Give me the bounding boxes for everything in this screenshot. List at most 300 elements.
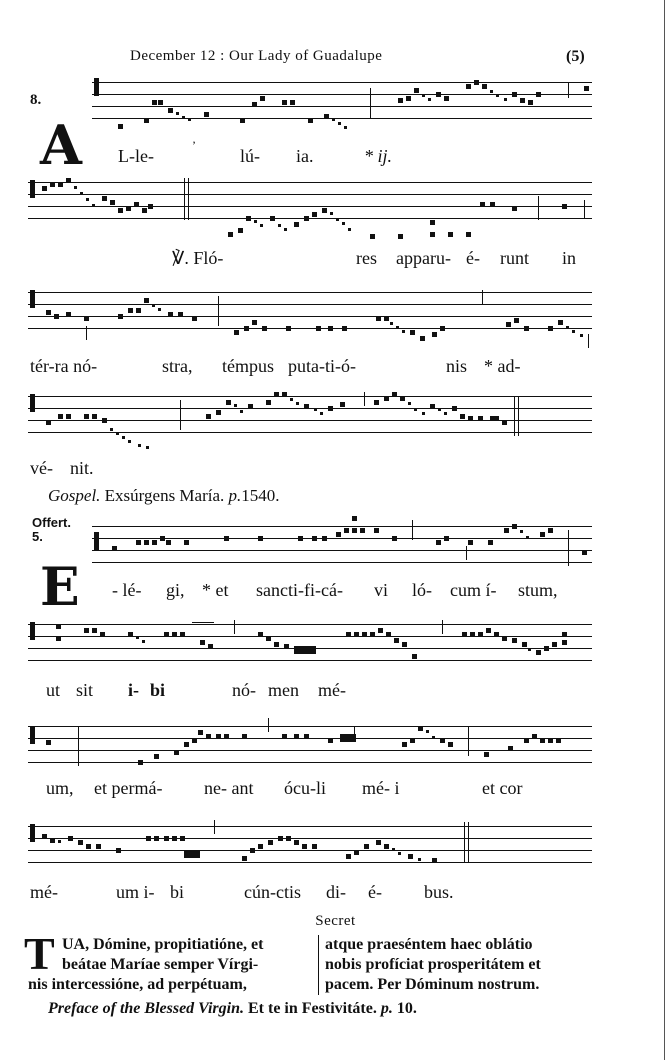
- neume-note: [342, 326, 347, 331]
- neumes: [28, 716, 592, 786]
- neume-note: [402, 330, 405, 333]
- neume-note: [374, 400, 379, 405]
- neume-note: [370, 632, 375, 637]
- neume-note: [46, 420, 51, 425]
- alleluia-initial: A: [40, 113, 82, 177]
- neume-note: [80, 192, 83, 195]
- neume-note: [460, 414, 465, 419]
- neume-note: [532, 734, 537, 739]
- preface-reference: [48, 1000, 417, 1018]
- neume-note: [126, 206, 131, 211]
- neume-note: [226, 400, 231, 405]
- neume-note: [154, 754, 159, 759]
- neume-note: [344, 126, 347, 129]
- neume-note: [432, 858, 437, 863]
- neume-note: [274, 642, 279, 647]
- neume-note: [528, 100, 533, 105]
- neume-note: [286, 326, 291, 331]
- neume-note: [354, 632, 359, 637]
- neume-note: [384, 396, 389, 401]
- neume-note: [588, 334, 589, 348]
- neume-note: [438, 408, 441, 411]
- neume-note: [342, 222, 345, 225]
- neume-note: [284, 228, 287, 231]
- lyric-syllable: mé- i: [362, 778, 400, 798]
- neume-note: [172, 836, 177, 841]
- neume-note: [384, 844, 389, 849]
- page-number: (5): [566, 48, 585, 65]
- neume-note: [96, 844, 101, 849]
- neume-note: [30, 290, 35, 308]
- neume-note: [78, 726, 79, 766]
- neume-note: [508, 746, 513, 751]
- neume-note: [278, 224, 281, 227]
- neume-note: [536, 92, 541, 97]
- neume-note: [184, 850, 200, 858]
- lyric-syllable: sit: [76, 680, 94, 700]
- neume-note: [258, 632, 263, 637]
- neume-note: [312, 844, 317, 849]
- neume-note: [442, 620, 443, 634]
- neume-note: [340, 734, 356, 742]
- neume-note: [294, 840, 299, 845]
- neume-note: [412, 654, 417, 659]
- neume-note: [548, 738, 553, 743]
- neume-note: [136, 636, 139, 639]
- lyric-syllable: men: [268, 680, 299, 700]
- neume-note: [192, 622, 214, 623]
- neume-note: [240, 118, 245, 123]
- neume-note: [224, 734, 229, 739]
- neume-note: [138, 444, 141, 447]
- gospel-page-label: p.: [228, 486, 242, 505]
- neume-note: [66, 414, 71, 419]
- neume-note: [290, 398, 293, 401]
- neume-note: [328, 406, 333, 411]
- neume-note: [242, 734, 247, 739]
- neume-note: [138, 760, 143, 765]
- secret-line: nobis profíciat prosperitátem et: [325, 956, 541, 973]
- secret-title: Secret: [315, 913, 356, 929]
- neume-note: [444, 536, 449, 541]
- neume-note: [122, 436, 125, 439]
- neume-note: [376, 316, 381, 321]
- secret-line: pacem. Per Dóminum nostrum.: [325, 976, 540, 993]
- neume-note: [112, 546, 117, 551]
- lyric-syllable: et permá-: [94, 778, 163, 798]
- neume-note: [548, 528, 553, 533]
- neume-note: [152, 304, 155, 307]
- neume-note: [468, 726, 469, 756]
- neume-note: [94, 532, 99, 550]
- neume-note: [548, 326, 553, 331]
- neume-note: [242, 856, 247, 861]
- neume-note: [398, 852, 401, 855]
- neume-note: [286, 836, 291, 841]
- lyric-syllable: di-: [326, 882, 346, 902]
- neume-note: [294, 734, 299, 739]
- page-edge-rule: [664, 0, 665, 1060]
- preface-label: Preface of the Blessed Virgin.: [48, 1000, 244, 1017]
- neume-note: [440, 326, 445, 331]
- neume-note: [448, 232, 453, 237]
- lyric-syllable: sancti-fi-cá-: [256, 580, 343, 600]
- neume-note: [274, 392, 279, 397]
- neume-note: [544, 646, 549, 651]
- neume-note: [252, 102, 257, 107]
- neume-note: [50, 182, 55, 187]
- neume-note: [430, 232, 435, 237]
- neumes: [28, 818, 592, 888]
- neume-note: [152, 540, 157, 545]
- neume-note: [178, 312, 183, 317]
- neume-note: [552, 642, 557, 647]
- neume-note: [180, 836, 185, 841]
- neume-note: [514, 318, 519, 323]
- neumes: [28, 618, 592, 688]
- neume-note: [490, 90, 493, 93]
- lyric-syllable: gi,: [166, 580, 185, 600]
- lyric-syllable: um i-: [116, 882, 155, 902]
- neume-note: [284, 644, 289, 649]
- neume-note: [146, 446, 149, 449]
- neumes: [92, 510, 592, 580]
- lyric-syllable: - lé-: [112, 580, 142, 600]
- neume-note: [168, 108, 173, 113]
- neume-note: [234, 620, 235, 634]
- neume-note: [84, 628, 89, 633]
- neume-note: [466, 84, 471, 89]
- lyric-syllable: ’: [192, 138, 196, 152]
- neume-note: [514, 396, 515, 436]
- neume-note: [426, 730, 429, 733]
- neume-note: [568, 530, 569, 566]
- neume-note: [580, 334, 583, 337]
- neume-note: [296, 402, 299, 405]
- neume-note: [116, 432, 119, 435]
- lyric-syllable: ne- ant: [204, 778, 254, 798]
- lyric-syllable: tér-ra nó-: [30, 356, 98, 376]
- neume-note: [320, 412, 323, 415]
- neume-note: [74, 186, 77, 189]
- neume-note: [370, 234, 375, 239]
- neume-note: [562, 632, 567, 637]
- neume-note: [246, 216, 251, 221]
- neume-note: [268, 718, 269, 732]
- neume-note: [470, 632, 475, 637]
- neume-note: [444, 96, 449, 101]
- gospel-page: 1540.: [241, 486, 280, 505]
- neume-note: [30, 726, 35, 744]
- neume-note: [128, 632, 133, 637]
- neume-note: [176, 112, 179, 115]
- lyric-syllable: mé-: [30, 882, 58, 902]
- neume-note: [584, 200, 585, 218]
- neume-note: [102, 418, 107, 423]
- neume-note: [414, 88, 419, 93]
- neume-note: [354, 850, 359, 855]
- neume-note: [180, 632, 185, 637]
- neume-note: [66, 178, 71, 183]
- neume-note: [308, 118, 313, 123]
- preface-text: Et te in Festivitáte.: [247, 1000, 377, 1017]
- lyric-syllable: témpus: [222, 356, 274, 376]
- lyric-syllable: in: [562, 248, 577, 268]
- neume-note: [376, 840, 381, 845]
- neume-note: [258, 844, 263, 849]
- neume-note: [384, 316, 389, 321]
- neume-note: [328, 326, 333, 331]
- lyric-syllable: cum í-: [450, 580, 497, 600]
- neumes: [28, 390, 592, 460]
- secret-line: beátae Maríae semper Vírgi-: [62, 956, 259, 973]
- lyric-syllable: et cor: [482, 778, 523, 798]
- neume-note: [568, 82, 569, 98]
- offertory-number: 5.: [32, 529, 43, 544]
- neume-note: [206, 414, 211, 419]
- neume-note: [494, 416, 499, 421]
- lyric-syllable: * et: [202, 580, 229, 600]
- neume-note: [158, 308, 161, 311]
- neume-note: [494, 632, 499, 637]
- neume-note: [422, 412, 425, 415]
- neume-note: [540, 738, 545, 743]
- neume-note: [396, 326, 399, 329]
- neume-note: [118, 314, 123, 319]
- neume-note: [386, 632, 391, 637]
- neume-note: [216, 410, 221, 415]
- neume-note: [490, 202, 495, 207]
- neume-note: [340, 402, 345, 407]
- neume-note: [262, 326, 267, 331]
- neume-note: [30, 180, 35, 198]
- neume-note: [66, 312, 71, 317]
- neume-note: [42, 834, 47, 839]
- neume-note: [412, 520, 413, 540]
- neume-note: [198, 730, 203, 735]
- lyric-syllable: ℣. Fló-: [172, 248, 224, 268]
- lyric-syllable: bi: [170, 882, 185, 902]
- neume-note: [184, 742, 189, 747]
- neume-note: [118, 124, 123, 129]
- neume-note: [408, 854, 413, 859]
- neume-note: [278, 836, 283, 841]
- neume-note: [184, 540, 189, 545]
- neume-note: [144, 298, 149, 303]
- neume-note: [468, 822, 469, 862]
- lyric-syllable: i-: [128, 680, 139, 700]
- neume-note: [392, 392, 397, 397]
- neume-note: [324, 114, 329, 119]
- neume-note: [346, 854, 351, 859]
- neume-note: [94, 78, 99, 96]
- neume-note: [50, 838, 55, 843]
- lyric-syllable: é-: [368, 882, 382, 902]
- neume-note: [558, 320, 563, 325]
- neume-note: [452, 406, 457, 411]
- neume-note: [556, 738, 561, 743]
- neume-note: [252, 320, 257, 325]
- lyric-syllable: bus.: [424, 882, 454, 902]
- neume-note: [432, 736, 435, 739]
- lyric-syllable: stum,: [518, 580, 558, 600]
- preface-page-label: p.: [380, 1000, 393, 1017]
- neume-note: [92, 414, 97, 419]
- neumes: [28, 176, 592, 246]
- neume-note: [436, 540, 441, 545]
- neume-note: [362, 632, 367, 637]
- neume-note: [428, 98, 431, 101]
- neume-note: [86, 844, 91, 849]
- lyric-syllable: lú-: [240, 146, 260, 166]
- neume-note: [142, 640, 145, 643]
- offertory-initial: E: [40, 557, 80, 618]
- lyric-syllable: mé-: [318, 680, 346, 700]
- page-header-title: December 12 : Our Lady of Guadalupe: [130, 48, 383, 64]
- neume-note: [504, 528, 509, 533]
- neume-note: [346, 632, 351, 637]
- neume-note: [316, 326, 321, 331]
- neume-note: [506, 322, 511, 327]
- lyric-syllable: runt: [500, 248, 529, 268]
- neume-note: [200, 640, 205, 645]
- neume-note: [268, 840, 273, 845]
- neume-note: [352, 528, 357, 533]
- neume-note: [462, 632, 467, 637]
- gospel-text: Exsúrgens María.: [104, 486, 225, 505]
- neume-note: [402, 642, 407, 647]
- neume-note: [466, 232, 471, 237]
- neume-note: [188, 178, 189, 220]
- lyric-syllable: nit.: [70, 458, 94, 478]
- neume-note: [136, 540, 141, 545]
- neume-note: [224, 536, 229, 541]
- neume-note: [538, 196, 539, 220]
- neume-note: [468, 416, 473, 421]
- neume-note: [208, 644, 213, 649]
- neume-note: [392, 536, 397, 541]
- lyric-syllable: L-le-: [118, 146, 154, 166]
- neume-note: [400, 396, 405, 401]
- neume-note: [322, 536, 327, 541]
- neume-note: [322, 208, 327, 213]
- neume-note: [562, 204, 567, 209]
- neume-note: [144, 118, 149, 123]
- neume-note: [312, 212, 317, 217]
- neume-note: [364, 844, 369, 849]
- neume-note: [58, 182, 63, 187]
- neume-note: [406, 96, 411, 101]
- neume-note: [444, 412, 447, 415]
- neume-note: [512, 206, 517, 211]
- lyric-syllable: ut: [46, 680, 61, 700]
- neume-note: [56, 636, 61, 641]
- neume-note: [312, 536, 317, 541]
- neume-note: [540, 532, 545, 537]
- neume-note: [440, 738, 445, 743]
- neume-note: [168, 312, 173, 317]
- neume-note: [410, 330, 415, 335]
- neume-note: [142, 208, 147, 213]
- neume-note: [266, 636, 271, 641]
- neume-note: [464, 822, 465, 862]
- neume-note: [260, 224, 263, 227]
- neume-note: [392, 848, 395, 851]
- neume-note: [294, 646, 316, 654]
- neume-note: [250, 848, 255, 853]
- neume-note: [422, 94, 425, 97]
- neume-note: [144, 540, 149, 545]
- neume-note: [228, 232, 233, 237]
- neume-note: [86, 198, 89, 201]
- neume-note: [68, 836, 73, 841]
- lyric-syllable: * ij.: [364, 146, 393, 166]
- neume-note: [512, 638, 517, 643]
- neume-note: [172, 632, 177, 637]
- neume-note: [448, 742, 453, 747]
- neume-note: [30, 394, 35, 412]
- neume-note: [482, 290, 483, 304]
- neume-note: [282, 392, 287, 397]
- neume-note: [146, 836, 151, 841]
- neume-note: [474, 80, 479, 85]
- neume-note: [378, 628, 383, 633]
- neume-note: [92, 628, 97, 633]
- lyric-syllable: * ad-: [484, 356, 521, 376]
- neume-note: [282, 100, 287, 105]
- neume-note: [56, 624, 61, 629]
- neume-note: [354, 726, 355, 740]
- lyric-syllable: bi: [150, 680, 166, 700]
- neume-note: [370, 88, 371, 118]
- neume-note: [584, 86, 589, 91]
- neume-note: [118, 208, 123, 213]
- neume-note: [110, 428, 113, 431]
- neume-note: [328, 738, 333, 743]
- neume-note: [478, 416, 483, 421]
- neume-note: [536, 650, 541, 655]
- neume-note: [240, 410, 243, 413]
- neume-note: [344, 528, 349, 533]
- neume-note: [420, 336, 425, 341]
- neume-note: [522, 642, 527, 647]
- neume-note: [54, 314, 59, 319]
- offertory-label: [32, 516, 71, 544]
- neume-note: [468, 540, 473, 545]
- neume-note: [496, 94, 499, 97]
- neume-note: [154, 836, 159, 841]
- neume-note: [218, 296, 219, 326]
- secret-drop-cap: T: [24, 928, 55, 979]
- lyric-syllable: ia.: [296, 146, 314, 166]
- neume-note: [134, 202, 139, 207]
- neume-note: [524, 738, 529, 743]
- neume-note: [360, 528, 365, 533]
- neume-note: [520, 530, 523, 533]
- neume-note: [512, 524, 517, 529]
- lyric-syllable: cún-ctis: [244, 882, 301, 902]
- neume-note: [504, 98, 507, 101]
- gospel-label: Gospel.: [48, 486, 101, 505]
- lyric-syllable: nó-: [232, 680, 256, 700]
- neume-note: [248, 404, 253, 409]
- neume-note: [520, 98, 525, 103]
- neume-note: [148, 204, 153, 209]
- neume-note: [330, 212, 333, 215]
- neume-note: [58, 840, 61, 843]
- neume-note: [304, 216, 309, 221]
- neume-note: [42, 186, 47, 191]
